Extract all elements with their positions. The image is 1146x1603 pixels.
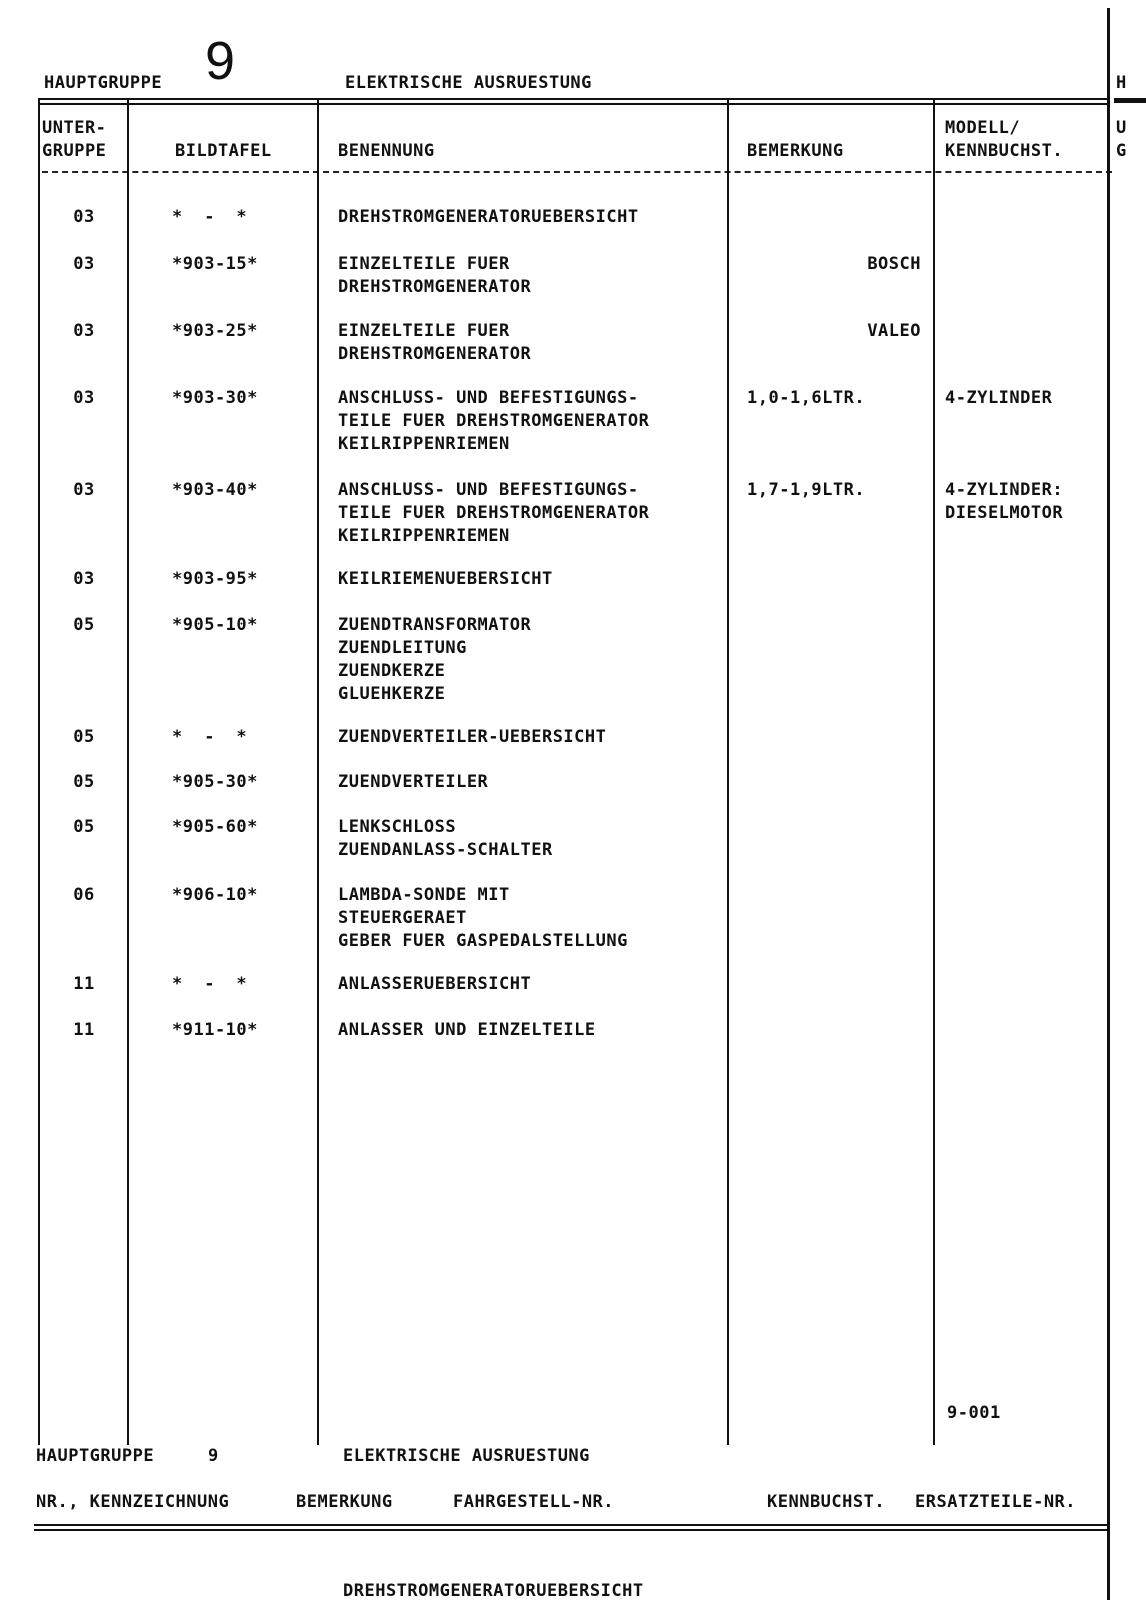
footer-rule-bottom <box>34 1529 1108 1531</box>
row-untergruppe: 11 <box>73 974 95 994</box>
row-untergruppe: 05 <box>73 772 95 792</box>
row-bildtafel: *903-40* <box>172 480 258 500</box>
row-benennung: LAMBDA-SONDE MIT STEUERGERAET GEBER FUER GASPEDALSTELLUNG <box>338 885 628 951</box>
header-right-edge: H <box>1116 73 1127 93</box>
row-bildtafel: *905-30* <box>172 772 258 792</box>
row-bildtafel: *906-10* <box>172 885 258 905</box>
header-rule-bottom <box>38 103 1108 105</box>
row-bildtafel: *903-25* <box>172 321 258 341</box>
col-line-3 <box>317 98 319 1445</box>
heading-separator <box>42 171 1112 173</box>
row-bildtafel: *903-30* <box>172 388 258 408</box>
row-benennung: ANLASSERUEBERSICHT <box>338 974 532 994</box>
row-benennung: KEILRIEMENUEBERSICHT <box>338 569 553 589</box>
footer-label: HAUPTGRUPPE <box>36 1446 155 1466</box>
row-benennung: EINZELTEILE FUER DREHSTROMGENERATOR <box>338 254 532 297</box>
group-number: 9 <box>205 31 236 91</box>
row-modell: 4-ZYLINDER: DIESELMOTOR <box>945 480 1064 523</box>
footer-group-number: 9 <box>208 1446 219 1466</box>
row-benennung: ANLASSER UND EINZELTEILE <box>338 1020 596 1040</box>
row-benennung: ZUENDTRANSFORMATOR ZUENDLEITUNG ZUENDKERZE GLUEHKERZE <box>338 615 532 704</box>
row-untergruppe: 03 <box>73 480 95 500</box>
row-bildtafel: *911-10* <box>172 1020 258 1040</box>
row-bildtafel: *903-95* <box>172 569 258 589</box>
row-bildtafel: * - * <box>172 727 248 747</box>
footer-col-fahrgestell: FAHRGESTELL-NR. <box>453 1492 615 1512</box>
row-untergruppe: 05 <box>73 727 95 747</box>
row-modell: 4-ZYLINDER <box>945 388 1053 408</box>
row-untergruppe: 06 <box>73 885 95 905</box>
row-benennung: ANSCHLUSS- UND BEFESTIGUNGS- TEILE FUER DREHSTROMGENERATOR KEILRIPPENRIEMEN <box>338 480 650 546</box>
header-title: ELEKTRISCHE AUSRUESTUNG <box>345 73 592 93</box>
col-bildtafel: BILDTAFEL <box>175 141 272 161</box>
col-bemerkung: BEMERKUNG <box>747 141 844 161</box>
row-benennung: ZUENDVERTEILER-UEBERSICHT <box>338 727 607 747</box>
row-bildtafel: *905-60* <box>172 817 258 837</box>
row-untergruppe: 03 <box>73 254 95 274</box>
row-bemerkung: 1,7-1,9LTR. <box>747 480 866 500</box>
col-modell: MODELL/ KENNBUCHST. <box>945 118 1064 161</box>
footer-col-kennbuchst: KENNBUCHST. <box>767 1492 886 1512</box>
footer-col-nr: NR., KENNZEICHNUNG <box>36 1492 230 1512</box>
row-benennung: LENKSCHLOSS ZUENDANLASS-SCHALTER <box>338 817 553 860</box>
row-benennung: DREHSTROMGENERATORUEBERSICHT <box>338 207 639 227</box>
col-line-6 <box>1107 8 1110 1600</box>
page-number: 9-001 <box>947 1403 1001 1423</box>
row-bildtafel: *905-10* <box>172 615 258 635</box>
row-bemerkung: BOSCH <box>867 254 921 274</box>
header-rule-right <box>1114 98 1146 103</box>
row-benennung: ZUENDVERTEILER <box>338 772 489 792</box>
header-label: HAUPTGRUPPE <box>44 73 163 93</box>
row-untergruppe: 11 <box>73 1020 95 1040</box>
footer-col-bemerkung: BEMERKUNG <box>296 1492 393 1512</box>
row-bildtafel: * - * <box>172 207 248 227</box>
row-bildtafel: * - * <box>172 974 248 994</box>
row-untergruppe: 03 <box>73 321 95 341</box>
footer-col-ersatzteil: ERSATZTEILE-NR. <box>915 1492 1077 1512</box>
row-untergruppe: 03 <box>73 388 95 408</box>
next-section-title: DREHSTROMGENERATORUEBERSICHT <box>343 1581 644 1601</box>
col-untergruppe: UNTER- GRUPPE <box>42 118 107 161</box>
row-benennung: ANSCHLUSS- UND BEFESTIGUNGS- TEILE FUER DREHSTROMGENERATOR KEILRIPPENRIEMEN <box>338 388 650 454</box>
row-untergruppe: 03 <box>73 207 95 227</box>
col-right-edge: U G <box>1116 118 1127 161</box>
row-bildtafel: *903-15* <box>172 254 258 274</box>
row-untergruppe: 05 <box>73 817 95 837</box>
col-benennung: BENENNUNG <box>338 141 435 161</box>
col-line-4 <box>727 98 729 1445</box>
row-benennung: EINZELTEILE FUER DREHSTROMGENERATOR <box>338 321 532 364</box>
header-rule-top <box>38 98 1108 100</box>
col-line-5 <box>933 98 935 1445</box>
row-untergruppe: 05 <box>73 615 95 635</box>
footer-rule-top <box>34 1524 1108 1526</box>
row-untergruppe: 03 <box>73 569 95 589</box>
row-bemerkung: 1,0-1,6LTR. <box>747 388 866 408</box>
row-bemerkung: VALEO <box>867 321 921 341</box>
footer-title: ELEKTRISCHE AUSRUESTUNG <box>343 1446 590 1466</box>
